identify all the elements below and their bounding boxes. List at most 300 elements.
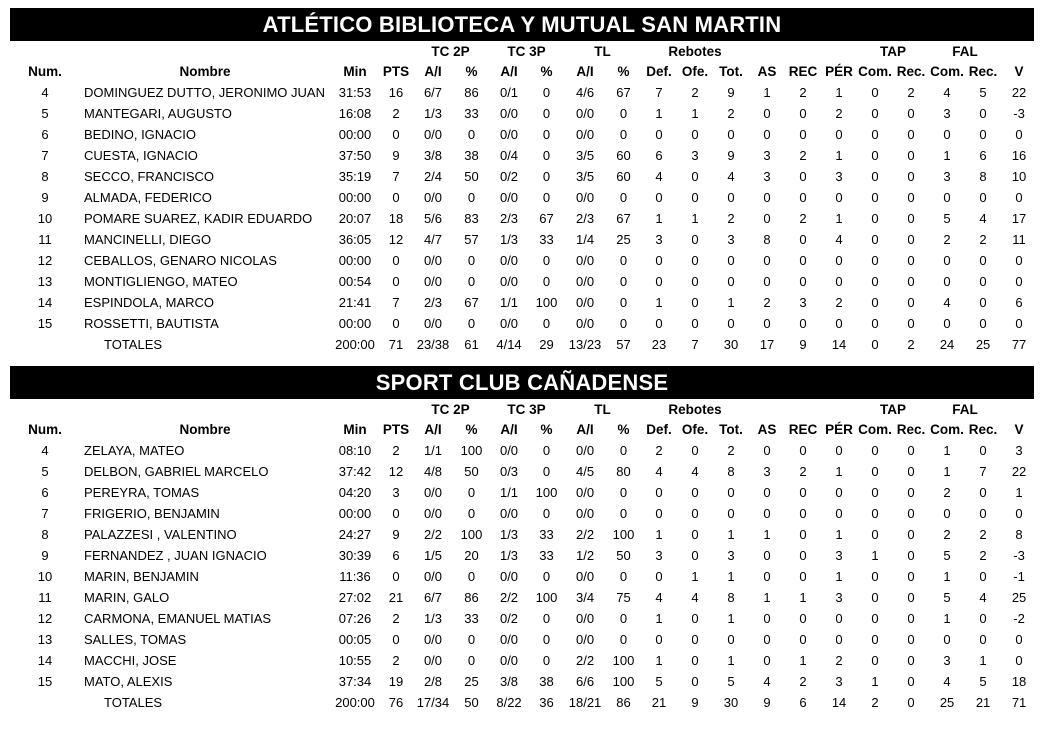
total-cell: 50 <box>464 695 479 710</box>
stat-cell: 6 <box>979 148 987 163</box>
stat-cell: 0 <box>979 190 987 205</box>
stat-cell: 0/0 <box>423 253 443 268</box>
stat-cell: 0/0 <box>575 632 595 647</box>
stat-cell: 0 <box>907 527 915 542</box>
stat-cell: 2 <box>799 674 807 689</box>
stat-cell: 0/4 <box>499 148 519 163</box>
stat-cell: 0 <box>871 590 879 605</box>
stat-cell: 3 <box>835 590 843 605</box>
stat-cell: 9 <box>727 85 735 100</box>
stat-cell: 0 <box>979 506 987 521</box>
stat-cell: 0 <box>799 316 807 331</box>
stat-cell: 1 <box>763 527 771 542</box>
stat-cell: 37:42 <box>338 464 372 479</box>
stat-cell: 1/3 <box>499 232 519 247</box>
stat-cell: 1 <box>655 295 663 310</box>
stat-cell: 67 <box>616 85 631 100</box>
stat-cell: 0 <box>691 190 699 205</box>
player-name: SECCO, FRANCISCO <box>84 169 215 184</box>
column-header: PTS <box>382 64 410 79</box>
stat-cell: 57 <box>464 232 479 247</box>
stat-cell: 2 <box>392 653 400 668</box>
stat-cell: 0 <box>907 674 915 689</box>
stat-cell: 0 <box>799 443 807 458</box>
stat-cell: 00:00 <box>338 316 372 331</box>
stat-cell: 1 <box>691 569 699 584</box>
column-header: AS <box>757 422 777 437</box>
stat-cell: 83 <box>464 211 479 226</box>
totals-row <box>10 334 1037 355</box>
stat-cell: 0/0 <box>575 611 595 626</box>
stat-cell: 86 <box>464 85 479 100</box>
stat-cell: 0 <box>979 253 987 268</box>
stat-cell: 0 <box>619 274 628 289</box>
stat-cell: 33 <box>539 527 554 542</box>
column-header: Rec. <box>968 64 998 79</box>
stat-cell: 0/0 <box>499 106 519 121</box>
stat-cell: 2/3 <box>423 295 443 310</box>
stat-cell: 1 <box>979 653 987 668</box>
stat-cell: 4 <box>655 464 663 479</box>
total-cell: 71 <box>1011 695 1027 710</box>
stat-cell: 0 <box>979 295 987 310</box>
stat-cell: 0/0 <box>499 253 519 268</box>
stat-cell: 0 <box>943 632 951 647</box>
stat-cell: 0 <box>467 569 476 584</box>
stat-cell: 0 <box>907 653 915 668</box>
stat-cell: 38 <box>539 674 554 689</box>
stat-cell: 08:10 <box>338 443 372 458</box>
stat-cell: 0 <box>799 106 807 121</box>
stat-cell: 8 <box>979 169 987 184</box>
player-name: MANCINELLI, DIEGO <box>84 232 212 247</box>
stat-cell: 0 <box>542 274 551 289</box>
player-name: BEDINO, IGNACIO <box>84 127 196 142</box>
stat-cell: 24:27 <box>338 527 372 542</box>
totals-label: TOTALES <box>104 337 163 352</box>
stat-cell: 0 <box>871 169 879 184</box>
stat-cell: 2 <box>691 85 699 100</box>
column-header: Min <box>343 64 367 79</box>
stat-cell: 0 <box>871 127 879 142</box>
stat-cell: 0 <box>979 611 987 626</box>
stat-cell: 0 <box>727 316 735 331</box>
stat-cell: 04:20 <box>338 485 372 500</box>
stat-cell: 2/4 <box>423 169 443 184</box>
stat-cell: 1 <box>655 106 663 121</box>
player-number: 6 <box>41 127 49 142</box>
total-cell: 9 <box>763 695 771 710</box>
stat-cell: 10:55 <box>338 653 372 668</box>
total-cell: 30 <box>723 337 739 352</box>
stat-cell: 0 <box>835 316 843 331</box>
column-header: Def. <box>646 422 672 437</box>
stat-cell: 1/3 <box>423 611 443 626</box>
stat-cell: 07:26 <box>338 611 372 626</box>
stat-cell: 0 <box>871 464 879 479</box>
stat-cell: 0 <box>799 569 807 584</box>
stat-cell: 0 <box>871 485 879 500</box>
stat-cell: 50 <box>464 169 479 184</box>
stat-cell: 3 <box>943 169 951 184</box>
total-cell: 24 <box>939 337 955 352</box>
stat-cell: 1 <box>727 295 735 310</box>
player-name: PEREYRA, TOMAS <box>84 485 200 500</box>
stat-cell: 0 <box>871 211 879 226</box>
column-header: Def. <box>646 64 672 79</box>
stat-cell: 0 <box>655 274 663 289</box>
player-name: ALMADA, FEDERICO <box>84 190 212 205</box>
stat-cell: 1/1 <box>499 485 519 500</box>
stat-cell: 0/0 <box>499 443 519 458</box>
stat-cell: 3 <box>763 464 771 479</box>
stat-cell: 0 <box>907 169 915 184</box>
stat-cell: 2 <box>727 443 735 458</box>
stat-cell: 0/0 <box>575 295 595 310</box>
stat-cell: 0 <box>907 295 915 310</box>
stat-cell: 0 <box>1015 127 1023 142</box>
player-name: FRIGERIO, BENJAMIN <box>84 506 220 521</box>
stat-cell: 2 <box>655 443 663 458</box>
total-cell: 13/23 <box>568 337 602 352</box>
stat-cell: 11:36 <box>339 569 371 584</box>
stat-cell: 0 <box>542 169 551 184</box>
column-header: Min <box>343 422 367 437</box>
stat-cell: 0 <box>619 611 628 626</box>
column-header: A/I <box>500 422 518 437</box>
group-tc3p: TC 3P <box>507 401 546 417</box>
stat-cell: 0 <box>467 316 476 331</box>
column-header: Com. <box>858 422 892 437</box>
stat-cell: 1 <box>655 611 663 626</box>
stat-cell: 0 <box>763 611 771 626</box>
player-number: 10 <box>37 211 53 226</box>
stat-cell: 67 <box>464 295 479 310</box>
stat-cell: 0/0 <box>423 274 443 289</box>
stat-cell: 2 <box>799 148 807 163</box>
stat-cell: 0/0 <box>423 485 443 500</box>
stat-cell: 0 <box>467 506 476 521</box>
stat-cell: 0 <box>871 527 879 542</box>
stat-cell: 1 <box>655 527 663 542</box>
stat-cell: 100 <box>460 443 483 458</box>
total-cell: 29 <box>539 337 554 352</box>
player-number: 14 <box>37 295 53 310</box>
column-header: % <box>540 64 553 79</box>
player-number: 15 <box>37 316 53 331</box>
stat-cell: 0/0 <box>499 632 519 647</box>
stat-cell: 35:19 <box>338 169 372 184</box>
stat-cell: 0 <box>727 253 735 268</box>
stat-cell: 1/1 <box>423 443 443 458</box>
column-header: Rec. <box>896 422 926 437</box>
stat-cell: 22 <box>1011 85 1027 100</box>
totals-row <box>10 692 1037 713</box>
player-row <box>10 250 1037 271</box>
stat-cell: 1 <box>943 569 951 584</box>
group-rebotes: Rebotes <box>668 43 722 59</box>
stat-cell: 1 <box>763 590 771 605</box>
player-name: ROSSETTI, BAUTISTA <box>84 316 219 331</box>
column-header: Tot. <box>719 422 743 437</box>
stat-cell: 75 <box>616 590 631 605</box>
stat-cell: 0/0 <box>499 190 519 205</box>
stat-cell: 0/0 <box>423 316 443 331</box>
stat-cell: 0 <box>979 443 987 458</box>
stat-cell: 0 <box>619 295 628 310</box>
total-cell: 9 <box>799 337 807 352</box>
stat-cell: 100 <box>612 527 635 542</box>
player-number: 8 <box>41 169 49 184</box>
stat-cell: 36:05 <box>338 232 372 247</box>
player-name: ZELAYA, MATEO <box>84 443 185 458</box>
column-header: % <box>465 64 478 79</box>
stat-cell: 2/8 <box>423 674 443 689</box>
stat-cell: 5/6 <box>423 211 443 226</box>
stat-cell: 0 <box>907 253 915 268</box>
stat-cell: 0 <box>1015 274 1023 289</box>
stat-cell: 3 <box>835 548 843 563</box>
group-rebotes: Rebotes <box>668 401 722 417</box>
player-row <box>10 208 1037 229</box>
column-header: % <box>617 422 630 437</box>
stat-cell: 0 <box>979 274 987 289</box>
stat-cell: 0/0 <box>499 127 519 142</box>
group-header-row <box>10 399 1037 419</box>
player-row <box>10 608 1037 629</box>
stat-cell: 100 <box>535 590 558 605</box>
team-section-away <box>10 366 1034 713</box>
stat-cell: 4 <box>979 590 987 605</box>
total-cell: 30 <box>723 695 739 710</box>
stat-cell: 0 <box>799 190 807 205</box>
column-header: Tot. <box>719 64 743 79</box>
stat-cell: 3 <box>691 148 699 163</box>
stat-cell: 0/0 <box>575 190 595 205</box>
stat-cell: 1/3 <box>499 527 519 542</box>
stat-cell: 0 <box>727 190 735 205</box>
stat-cell: 37:34 <box>338 674 372 689</box>
stat-cell: 0 <box>655 485 663 500</box>
stat-cell: 1/2 <box>575 548 595 563</box>
stat-cell: 7 <box>979 464 987 479</box>
stat-cell: 0 <box>763 106 771 121</box>
stat-cell: 0 <box>907 485 915 500</box>
stat-cell: 2 <box>835 295 843 310</box>
total-cell: 18/21 <box>568 695 602 710</box>
stat-cell: 0 <box>619 316 628 331</box>
stat-cell: 20:07 <box>338 211 372 226</box>
stat-cell: 0 <box>943 316 951 331</box>
stat-cell: 0 <box>691 295 699 310</box>
stat-cell: 0 <box>542 611 551 626</box>
player-name: MARIN, GALO <box>84 590 170 605</box>
stat-cell: 10 <box>1011 169 1027 184</box>
stat-cell: 00:05 <box>338 632 372 647</box>
stat-cell: 2 <box>392 106 400 121</box>
stat-cell: -3 <box>1013 548 1025 563</box>
stat-cell: 0 <box>871 85 879 100</box>
stat-cell: 8 <box>727 464 735 479</box>
stat-cell: 0 <box>835 127 843 142</box>
stat-cell: 0 <box>467 632 476 647</box>
stat-cell: 0 <box>907 611 915 626</box>
stat-cell: 0 <box>907 464 915 479</box>
player-row <box>10 440 1037 461</box>
stat-cell: 0 <box>871 295 879 310</box>
stat-cell: 50 <box>464 464 479 479</box>
stat-cell: 0 <box>979 569 987 584</box>
stat-cell: 0 <box>691 127 699 142</box>
stat-cell: -3 <box>1013 106 1025 121</box>
stat-cell: 0 <box>943 274 951 289</box>
stat-cell: 1 <box>943 443 951 458</box>
stat-cell: 0 <box>871 316 879 331</box>
stat-cell: 0 <box>979 106 987 121</box>
stat-cell: 0 <box>542 148 551 163</box>
group-tc2p: TC 2P <box>431 43 470 59</box>
stat-cell: 38 <box>464 148 479 163</box>
stat-cell: 6 <box>1015 295 1023 310</box>
stat-cell: 0 <box>392 506 400 521</box>
stat-cell: 0 <box>691 632 699 647</box>
stat-cell: 0 <box>542 653 551 668</box>
stat-cell: 33 <box>464 106 479 121</box>
stat-cell: 0 <box>979 316 987 331</box>
total-cell: 23/38 <box>416 337 450 352</box>
stat-cell: 0/0 <box>575 274 595 289</box>
player-row <box>10 545 1037 566</box>
player-number: 15 <box>37 674 53 689</box>
stat-cell: 0 <box>907 506 915 521</box>
stat-cell: 9 <box>727 148 735 163</box>
player-number: 12 <box>37 611 53 626</box>
stat-cell: 0 <box>907 548 915 563</box>
stat-cell: 0 <box>655 632 663 647</box>
player-name: DOMINGUEZ DUTTO, JERONIMO JUAN <box>84 85 325 100</box>
total-cell: 200:00 <box>335 337 375 352</box>
player-number: 4 <box>41 85 49 100</box>
total-cell: 86 <box>616 695 631 710</box>
stat-cell: 5 <box>979 85 987 100</box>
player-row <box>10 124 1037 145</box>
stat-cell: 1 <box>727 611 735 626</box>
stat-cell: 16 <box>388 85 404 100</box>
total-cell: 0 <box>907 695 915 710</box>
stat-cell: 6 <box>655 148 663 163</box>
stat-cell: 2/2 <box>423 527 443 542</box>
player-number: 6 <box>41 485 49 500</box>
stat-cell: 0 <box>979 632 987 647</box>
stat-cell: 1 <box>655 211 663 226</box>
stat-cell: 0 <box>763 485 771 500</box>
stat-cell: 0 <box>907 443 915 458</box>
column-header: Num. <box>28 64 62 79</box>
player-number: 5 <box>41 464 49 479</box>
column-header: % <box>540 422 553 437</box>
stat-cell: 0/0 <box>575 316 595 331</box>
stat-cell: 33 <box>539 232 554 247</box>
stat-cell: 1 <box>727 569 735 584</box>
stat-cell: 1 <box>943 148 951 163</box>
stat-cell: 2/2 <box>575 653 595 668</box>
stat-cell: 00:00 <box>338 127 372 142</box>
stat-cell: 67 <box>616 211 631 226</box>
column-header: AS <box>757 64 777 79</box>
stat-cell: 0 <box>467 485 476 500</box>
total-cell: 77 <box>1011 337 1027 352</box>
stat-cell: 0 <box>655 316 663 331</box>
stat-cell: 0 <box>691 443 699 458</box>
stat-cell: 0 <box>542 127 551 142</box>
stat-cell: 16:08 <box>338 106 372 121</box>
total-cell: 14 <box>831 695 847 710</box>
stat-cell: 0 <box>799 527 807 542</box>
stat-cell: 22 <box>1011 464 1027 479</box>
column-header: % <box>465 422 478 437</box>
stat-cell: -2 <box>1013 611 1025 626</box>
stat-cell: 4 <box>655 169 663 184</box>
stat-cell: 0 <box>619 485 628 500</box>
stat-cell: -1 <box>1013 569 1025 584</box>
stat-cell: 0 <box>392 253 400 268</box>
column-header: REC <box>788 422 818 437</box>
team-title: SPORT CLUB CAÑADENSE <box>10 366 1034 399</box>
column-header: Rec. <box>896 64 926 79</box>
stat-cell: 0/0 <box>499 274 519 289</box>
column-header: Nombre <box>179 422 231 437</box>
player-name: MACCHI, JOSE <box>84 653 177 668</box>
stat-cell: 1/5 <box>423 548 443 563</box>
stat-cell: 8 <box>1015 527 1023 542</box>
stat-cell: 1 <box>871 674 879 689</box>
player-rows <box>10 440 1037 713</box>
player-row <box>10 103 1037 124</box>
column-header: Ofe. <box>681 64 709 79</box>
stat-cell: 0 <box>763 632 771 647</box>
stat-cell: 0 <box>799 485 807 500</box>
stat-cell: 0/1 <box>499 85 519 100</box>
total-cell: 0 <box>871 337 879 352</box>
stat-cell: 0 <box>1015 190 1023 205</box>
stat-cell: 19 <box>388 674 404 689</box>
column-header: Num. <box>28 422 62 437</box>
stat-cell: 6/6 <box>575 674 595 689</box>
stat-cell: 60 <box>616 169 631 184</box>
stat-cell: 0 <box>835 253 843 268</box>
stat-cell: 9 <box>392 148 400 163</box>
stat-cell: 0/0 <box>423 632 443 647</box>
player-row <box>10 166 1037 187</box>
stat-cell: 1 <box>943 464 951 479</box>
stat-cell: 0 <box>619 127 628 142</box>
stat-cell: 0 <box>655 190 663 205</box>
stat-cell: 0 <box>655 506 663 521</box>
stat-cell: 3 <box>727 232 735 247</box>
stat-cell: 4/8 <box>423 464 443 479</box>
stat-cell: 4/7 <box>423 232 443 247</box>
column-header: Ofe. <box>681 422 709 437</box>
stat-cell: 0 <box>799 169 807 184</box>
stat-cell: 0 <box>835 485 843 500</box>
stat-cell: 0 <box>763 274 771 289</box>
stat-cell: 0 <box>907 590 915 605</box>
stat-cell: 0 <box>691 506 699 521</box>
player-name: ESPINDOLA, MARCO <box>84 295 215 310</box>
player-row <box>10 82 1037 103</box>
group-tc2p: TC 2P <box>431 401 470 417</box>
stat-cell: 0 <box>542 85 551 100</box>
